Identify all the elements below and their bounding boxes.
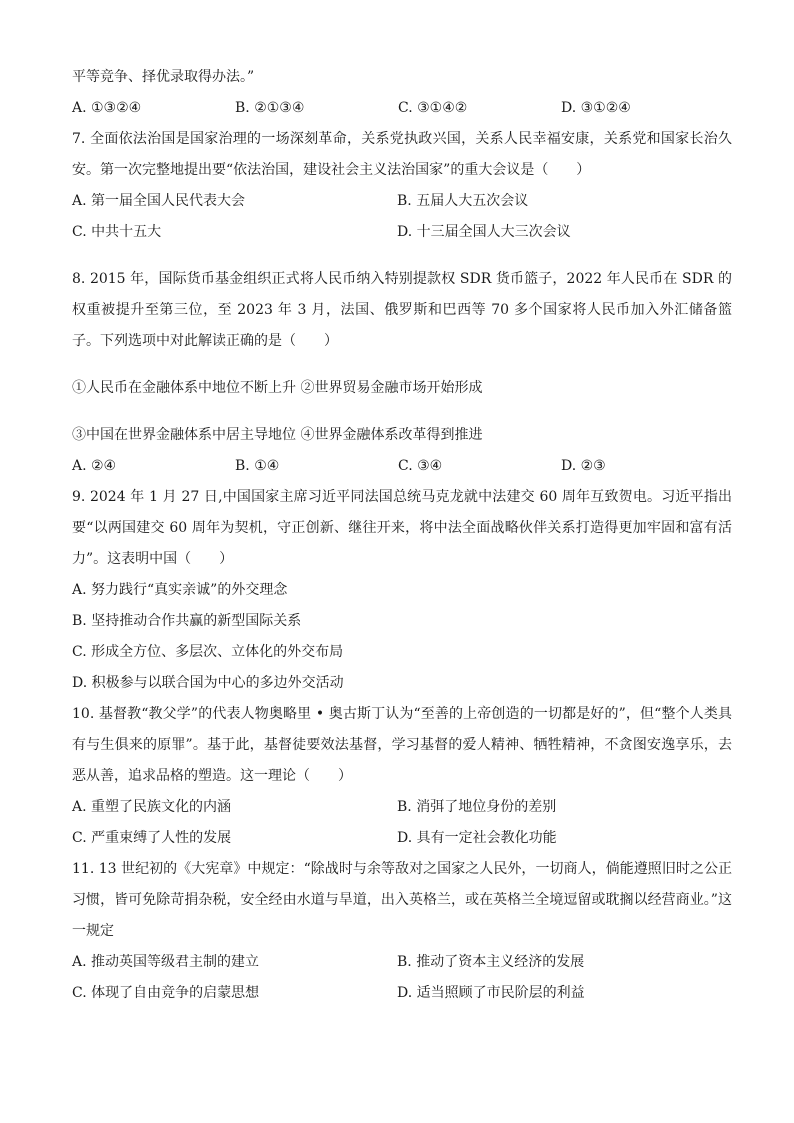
q6-option-a[interactable]: A. ①③②④ — [72, 100, 142, 116]
q8-option-b[interactable]: B. ①④ — [235, 458, 280, 474]
q10-option-d[interactable]: D. 具有一定社会教化功能 — [397, 830, 557, 846]
q6-option-d[interactable]: D. ③①②④ — [561, 100, 631, 116]
q6-stem-tail: 平等竞争、择优录取得办法。” — [72, 69, 255, 85]
q7-option-b[interactable]: B. 五届人大五次会议 — [397, 193, 529, 209]
q11-option-b[interactable]: B. 推动了资本主义经济的发展 — [397, 954, 585, 970]
q10-options-row-1 — [72, 792, 732, 823]
spacer — [72, 404, 732, 420]
q9-option-c[interactable]: C. 形成全方位、多层次、立体化的外交布局 — [72, 644, 344, 660]
q10-option-c[interactable]: C. 严重束缚了人性的发展 — [72, 830, 232, 846]
q7-option-a[interactable]: A. 第一届全国人民代表大会 — [72, 193, 246, 209]
q11-option-d[interactable]: D. 适当照顾了市民阶层的利益 — [397, 985, 585, 1001]
q7-options-row-2 — [72, 217, 732, 248]
q10-option-a[interactable]: A. 重塑了民族文化的内涵 — [72, 799, 232, 815]
exam-page — [72, 62, 732, 1009]
q7-stem: 7. 全面依法治国是国家治理的一场深刻革命，关系党执政兴国，关系人民幸福安康，关系党和国家长治久安。第一次完整地提出要“依法治国，建设社会主义法治国家”的重大会议是（ ） — [72, 131, 732, 178]
q6-option-c[interactable]: C. ③①④② — [398, 100, 468, 116]
q10-stem: 10. 基督教“教父学”的代表人物奥略里 • 奥古斯丁认为“至善的上帝创造的一切都是好的”，但“整个人类具有与生俱来的原罪”。基于此，基督徒要效法基督，学习基督的爱人精神、牺牲精神，不贪图安逸享乐，去恶从善，追求品格的塑造。这一理论（ ） — [72, 706, 732, 784]
q8-statements-2: ③中国在世界金融体系中居主导地位 ④世界金融体系改革得到推进 — [72, 427, 483, 443]
q9-option-d[interactable]: D. 积极参与以联合国为中心的多边外交活动 — [72, 675, 344, 691]
spacer — [72, 248, 732, 264]
q8-option-d[interactable]: D. ②③ — [561, 458, 606, 474]
q7-option-d[interactable]: D. 十三届全国人大三次会议 — [397, 224, 571, 240]
q8-statements-1: ①人民币在金融体系中地位不断上升 ②世界贸易金融市场开始形成 — [72, 380, 483, 396]
q9-stem: 9. 2024 年 1 月 27 日,中国国家主席习近平同法国总统马克龙就中法建交 60 周年互致贺电。习近平指出要“以两国建交 60 周年为契机，守正创新、继往开来，将中法全面战略伙伴关系打造得更加牢固和富有活力”。这表明中国（ ） — [72, 489, 732, 567]
q9-option-b[interactable]: B. 坚持推动合作共赢的新型国际关系 — [72, 613, 302, 629]
spacer — [72, 357, 732, 373]
q11-options-row-2 — [72, 978, 732, 1009]
q11-options-row-1 — [72, 947, 732, 978]
q6-option-b[interactable]: B. ②①③④ — [235, 100, 305, 116]
q8-option-c[interactable]: C. ③④ — [398, 458, 443, 474]
q8-options — [72, 451, 732, 482]
q8-option-a[interactable]: A. ②④ — [72, 458, 117, 474]
q10-options-row-2 — [72, 823, 732, 854]
q11-option-c[interactable]: C. 体现了自由竞争的启蒙思想 — [72, 985, 260, 1001]
q11-stem: 11. 13 世纪初的《大宪章》中规定：“除战时与余等敌对之国家之人民外，一切商人，倘能遵照旧时之公正习惯，皆可免除苛捐杂税，安全经由水道与旱道，出入英格兰，或在英格兰全境逗留或耽搁以经营商业。”这一规定 — [72, 861, 732, 939]
q9-option-a[interactable]: A. 努力践行“真实亲诚”的外交理念 — [72, 582, 288, 598]
q7-options-row-1 — [72, 186, 732, 217]
q11-option-a[interactable]: A. 推动英国等级君主制的建立 — [72, 954, 260, 970]
q6-options — [72, 93, 732, 124]
q8-stem: 8. 2015 年，国际货币基金组织正式将人民币纳入特别提款权 SDR 货币篮子，2022 年人民币在 SDR 的权重被提升至第三位，至 2023 年 3 月，法国、俄罗斯和巴西等 70 多个国家将人民币加入外汇储备篮子。下列选项中对此解读正确的是（ ） — [72, 271, 732, 349]
q10-option-b[interactable]: B. 消弭了地位身份的差别 — [397, 799, 557, 815]
q7-option-c[interactable]: C. 中共十五大 — [72, 224, 162, 240]
